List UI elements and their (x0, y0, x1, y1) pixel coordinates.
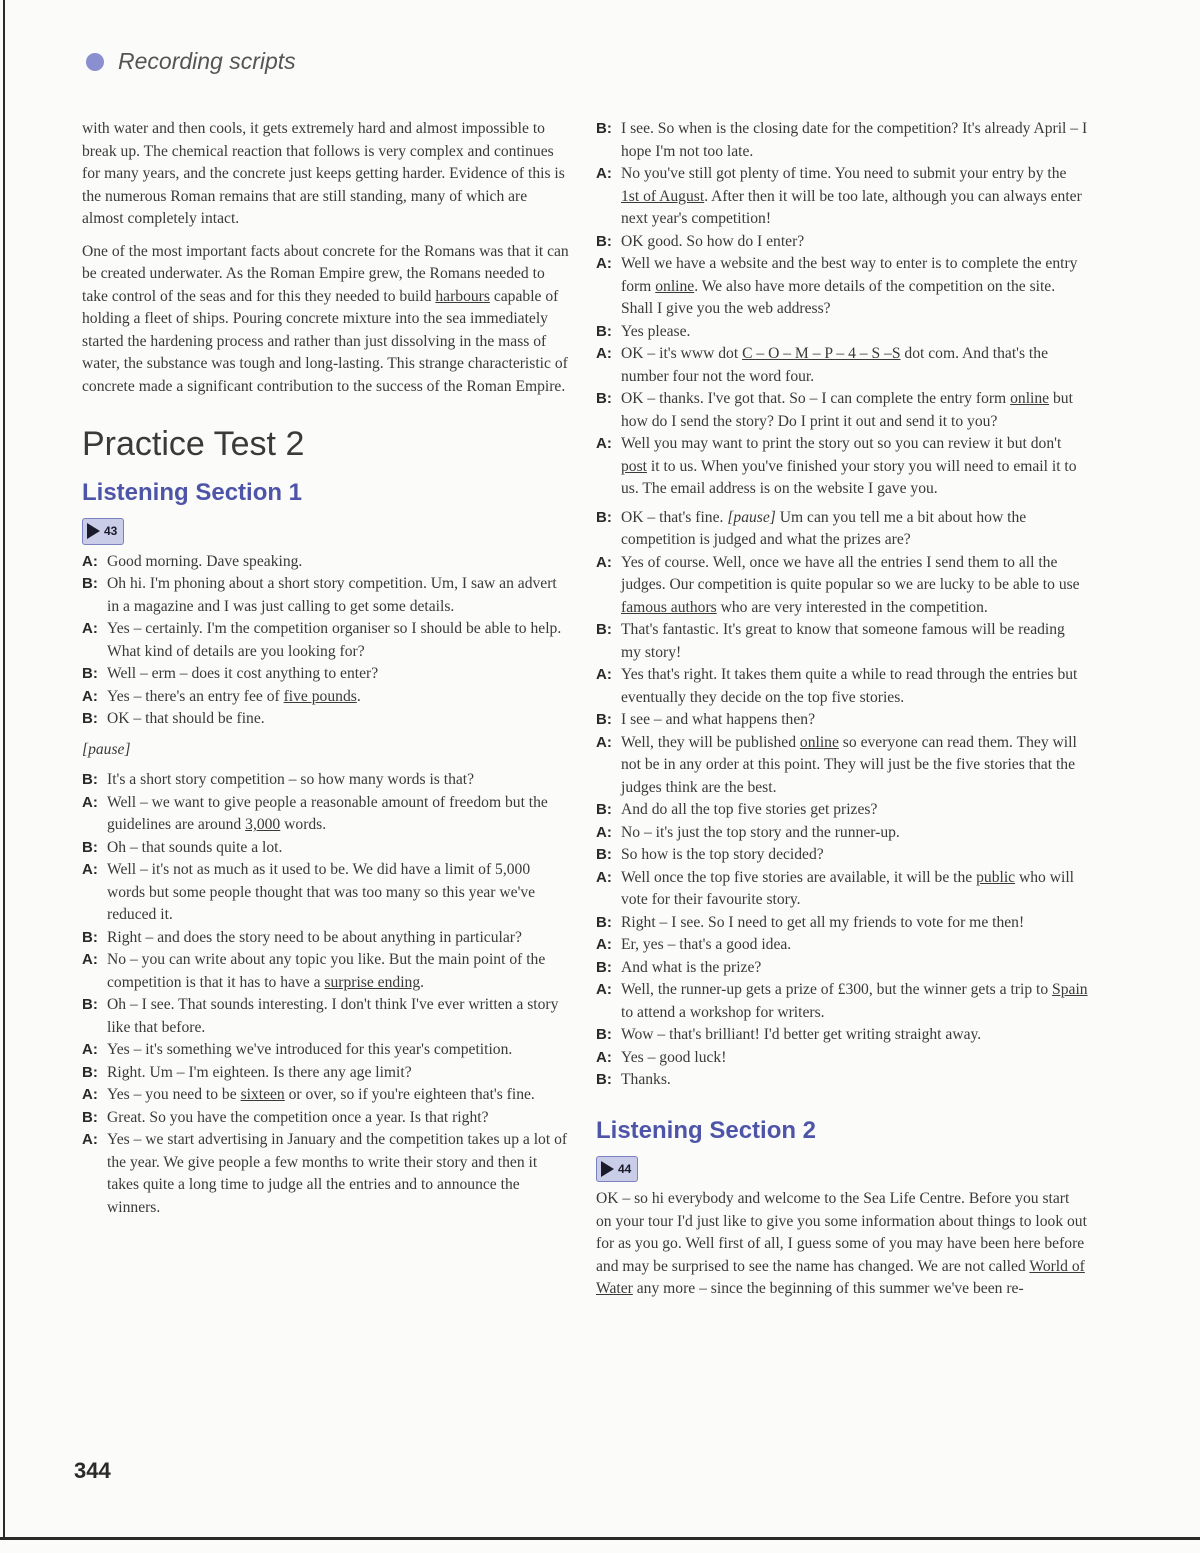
dialogue-line (82, 618, 572, 663)
speaker-label: B: (82, 928, 98, 946)
dialogue-text: Um can you tell me a bit about how the competition is judged and what the prizes are? (621, 508, 1027, 548)
dialogue-line (596, 979, 1088, 1024)
dialogue-text: That's fantastic. It's great to know that someone famous will be reading my story! (621, 621, 1065, 661)
dialogue-line (82, 686, 572, 709)
speaker-label: B: (82, 771, 98, 788)
dialogue-text: Well, they will be published online so everyone can read them. They will not be in any order at this point. They will just be the five stories that the judges think are the best. (621, 733, 1077, 796)
dialogue-text: Yes – good luck! (621, 1048, 727, 1066)
left-column (82, 118, 572, 1219)
speaker-label: A: (596, 345, 612, 362)
track-44-button[interactable] (596, 1156, 638, 1183)
speaker-label: A: (596, 981, 612, 998)
dialogue-line: B: OK – that's fine. [pause] Um can you tell me a bit about how the competition is judged and what the prizes are? (596, 508, 1027, 548)
dialogue-line (596, 799, 1088, 822)
dialogue-line (596, 822, 1088, 845)
dialogue-line (596, 664, 1088, 709)
dialogue-text: I see – and what happens then? (621, 711, 815, 728)
dialogue-part-b (82, 769, 572, 1219)
dialogue-text: Well, the runner-up gets a prize of £300, but the winner gets a trip to Spain to attend a workshop for writers. (621, 981, 1088, 1021)
answer-underline: harbours (435, 287, 490, 305)
dialogue-line (596, 253, 1088, 321)
dialogue-line (596, 1024, 1088, 1047)
speaker-label: A: (596, 165, 612, 182)
speaker-label: A: (82, 1131, 98, 1148)
dialogue-text: Yes that's right. It takes them quite a while to read through the entries but eventually they decide on the top five stories. (621, 666, 1078, 706)
dialogue-line (82, 663, 572, 686)
play-icon (87, 523, 100, 539)
dialogue-line (82, 1084, 572, 1107)
dialogue-line (82, 1107, 572, 1130)
section2-title: Listening Section 2 (596, 1116, 817, 1144)
dialogue-text: Great. So you have the competition once a year. Is that right? (107, 1108, 489, 1126)
speaker-label: A: (596, 435, 612, 452)
dialogue-part-c (596, 118, 1088, 501)
speaker-label: B: (82, 665, 98, 682)
dialogue-line (596, 433, 1088, 501)
dialogue-text: OK – thanks. I've got that. So – I can complete the entry form online but how do I send the story? Do I print it out and send it to you? (621, 390, 1073, 430)
speaker-label: A: (82, 861, 98, 878)
intro-paragraph-1: with water and then cools, it gets extremely hard and almost impossible to break up. The chemical reaction that follows is very complex and continues for many years, and the concrete just keeps getting harder. Evidence of this is the numerous Roman remains that are still standing, many of which are almost completely intact. (82, 120, 565, 227)
speaker-label: B: (82, 1063, 98, 1081)
dialogue-line (596, 619, 1088, 664)
dialogue-line (82, 708, 572, 731)
dialogue-text: Well once the top five stories are available, it will be the public who will vote for their favourite story. (621, 868, 1075, 908)
answer-underline: Spain (1052, 981, 1088, 998)
dialogue-line (82, 573, 572, 618)
dialogue-line (596, 321, 1088, 344)
dialogue-line (596, 231, 1088, 254)
speaker-label: A: (82, 620, 98, 637)
answer-underline: 1st of August (621, 187, 705, 205)
answer-underline: online (655, 277, 695, 295)
speaker-label: B: (596, 1026, 612, 1043)
dialogue-line (82, 551, 572, 574)
dialogue-text: No – it's just the top story and the runner-up. (621, 823, 900, 841)
speaker-label: B: (82, 575, 98, 592)
dialogue-line (82, 769, 572, 792)
dialogue-text: No you've still got plenty of time. You need to submit your entry by the 1st of August. After then it will be too late, although you can always enter next year's competition! (621, 165, 1082, 227)
dialogue-line (596, 1047, 1088, 1070)
dialogue-line (82, 1062, 572, 1085)
speaker-label: A: (596, 823, 612, 841)
header-title: Recording scripts (118, 48, 296, 74)
dialogue-line (596, 388, 1088, 433)
dialogue-line (82, 949, 572, 994)
speaker-label: A: (596, 733, 612, 751)
speaker-label: A: (82, 1041, 98, 1058)
dialogue-line (82, 1039, 572, 1062)
dialogue-line (82, 837, 572, 860)
dialogue-text: So how is the top story decided? (621, 846, 824, 863)
speaker-label: B: (596, 390, 612, 407)
dialogue-line (82, 1129, 572, 1219)
answer-underline: online (799, 733, 839, 751)
dialogue-text: Oh hi. I'm phoning about a short story competition. Um, I saw an advert in a magazine and I was just calling to get some details. (107, 575, 557, 615)
speaker-label: A: (596, 553, 612, 571)
track-43-button[interactable] (82, 518, 124, 545)
dialogue-text: OK – that should be fine. (107, 710, 265, 727)
dialogue-text: Yes – you need to be sixteen or over, so if you're eighteen that's fine. (107, 1086, 535, 1103)
dialogue-text: Well we have a website and the best way to enter is to complete the entry form online. We also have more details of the competition on the site. Shall I give you the web address? (621, 255, 1078, 317)
answer-underline: sixteen (240, 1086, 285, 1103)
dialogue-line (596, 867, 1088, 912)
dialogue-line (596, 934, 1088, 957)
dialogue-text: OK – it's www dot C – O – M – P – 4 – S –S dot com. And that's the number four not the word four. (621, 345, 1048, 385)
dialogue-line (596, 709, 1088, 732)
track-number: 43 (104, 524, 118, 538)
answer-underline: public (976, 868, 1016, 886)
dialogue-text: And what is the prize? (621, 958, 762, 976)
dialogue-line (596, 163, 1088, 231)
dialogue-text: Well you may want to print the story out so you can review it but don't post it to us. When you've finished your story you will need to email it to us. The email address is on the website I gave you. (621, 435, 1077, 497)
speaker-label: A: (82, 687, 98, 705)
answer-underline: five pounds (283, 687, 357, 705)
dialogue-text: Yes – it's something we've introduced for this year's competition. (107, 1041, 513, 1058)
dialogue-line (596, 732, 1088, 800)
dialogue-text: Well – erm – does it cost anything to enter? (107, 665, 379, 682)
dialogue-line (82, 859, 572, 927)
dialogue-text: OK good. So how do I enter? (621, 232, 805, 250)
speaker-label: B: (82, 838, 98, 856)
speaker-label: B: (596, 322, 612, 340)
speaker-label: B: (596, 711, 612, 728)
dialogue-text: No – you can write about any topic you like. But the main point of the competition is that it has to have a surprise ending. (107, 951, 546, 991)
dialogue-text: Wow – that's brilliant! I'd better get writing straight away. (621, 1026, 982, 1043)
dialogue-text: Thanks. (621, 1071, 671, 1088)
speaker-label: A: (596, 1048, 612, 1066)
answer-underline: surprise ending (324, 973, 421, 991)
dialogue-text: Good morning. Dave speaking. (107, 552, 303, 570)
pause-label: [pause] (82, 740, 131, 758)
bullet-icon (86, 53, 104, 71)
speaker-label: A: (82, 1086, 98, 1103)
speaker-label: A: (596, 868, 612, 886)
speaker-label: A: (82, 552, 98, 570)
dialogue-text: I see. So when is the closing date for the competition? It's already April – I hope I'm not too late. (621, 120, 1088, 160)
dialogue-line (596, 912, 1088, 935)
speaker-label: B: (596, 958, 612, 976)
speaker-label: A: (596, 666, 612, 683)
dialogue-line (596, 957, 1088, 980)
play-icon (601, 1161, 614, 1177)
page-header (86, 48, 296, 75)
dialogue-text: Er, yes – that's a good idea. (621, 936, 792, 953)
dialogue-line (596, 1069, 1088, 1092)
answer-underline: C – O – M – P – 4 – S –S (742, 345, 901, 362)
section1-title: Listening Section 1 (82, 479, 303, 506)
pause-inline: [pause] (727, 508, 776, 526)
answer-underline: World of Water (596, 1257, 1085, 1297)
page-border-bottom (0, 1537, 1200, 1540)
dialogue-text: Oh – that sounds quite a lot. (107, 838, 283, 856)
speaker-label: A: (596, 936, 612, 953)
dialogue-text: It's a short story competition – so how many words is that? (107, 771, 475, 788)
dialogue-text: Oh – I see. That sounds interesting. I don't think I've ever written a story like that before. (107, 996, 559, 1036)
speaker-label: B: (596, 120, 612, 137)
speaker-label: B: (82, 710, 98, 727)
page-number: 344 (74, 1458, 111, 1483)
speaker-label: B: (596, 1071, 612, 1088)
intro-paragraph-2: One of the most important facts about concrete for the Romans was that it can be created underwater. As the Roman Empire grew, the Romans needed to take control of the seas and for this they needed to build harbours capable of holding a fleet of ships. Pouring concrete mixture into the sea immediately started the hardening process and rather than just dissolving in the mass of water, the substance was tough and long-lasting. This strange characteristic of concrete made a significant contribution to the success of the Roman Empire. (82, 242, 569, 395)
right-column (596, 118, 1088, 1311)
speaker-label: B: (82, 1108, 98, 1126)
dialogue-line (82, 927, 572, 950)
dialogue-line (596, 844, 1088, 867)
dialogue-text: Right – and does the story need to be about anything in particular? (107, 928, 522, 946)
dialogue-text: Right. Um – I'm eighteen. Is there any age limit? (107, 1063, 412, 1081)
dialogue-text: OK – that's fine. (621, 508, 724, 526)
dialogue-text: Well – it's not as much as it used to be. We did have a limit of 5,000 words but some people thought that was too many so this year we've reduced it. (107, 861, 536, 923)
speaker-label: B: (596, 621, 612, 638)
dialogue-text: Yes – certainly. I'm the competition organiser so I should be able to help. What kind of details are you looking for? (107, 620, 562, 660)
answer-underline: online (1010, 390, 1050, 407)
speaker-label: B: (596, 232, 612, 250)
track-number: 44 (618, 1161, 632, 1176)
speaker-label: B: (596, 913, 612, 931)
page-border-left (3, 0, 5, 1540)
dialogue-text: Yes of course. Well, once we have all the entries I send them to all the judges. Our competition is quite popular so we are lucky to be able to use famous authors who are very interested in the competition. (621, 553, 1080, 616)
dialogue-text: Yes – there's an entry fee of five pounds. (107, 687, 361, 705)
speaker-label: B: (82, 996, 98, 1013)
dialogue-text: Well – we want to give people a reasonable amount of freedom but the guidelines are around 3,000 words. (107, 793, 548, 833)
section2-paragraph: OK – so hi everybody and welcome to the Sea Life Centre. Before you start on your tour I'd just like to give you some information about things to look out for as you go. Well first of all, I guess some of you may have been here before and may be surprised to see the name has changed. We are not called World of Water any more – since the beginning of this summer we've been re- (596, 1190, 1087, 1297)
dialogue-text: And do all the top five stories get prizes? (621, 801, 878, 818)
dialogue-text: Yes please. (621, 322, 691, 340)
dialogue-line (82, 792, 572, 837)
dialogue-line (596, 118, 1088, 163)
speaker-label: B: (596, 801, 612, 818)
answer-underline: post (621, 457, 647, 475)
answer-underline: famous authors (621, 598, 717, 616)
speaker-label: A: (596, 255, 612, 272)
practice-test-title: Practice Test 2 (82, 425, 305, 463)
dialogue-part-a (82, 551, 572, 731)
speaker-label: B: (596, 846, 612, 863)
dialogue-line (82, 994, 572, 1039)
dialogue-text: Yes – we start advertising in January and the competition takes up a lot of the year. We give people a few months to write their story and then it takes quite a long time to judge all the entries and to announce the winners. (107, 1131, 568, 1216)
dialogue-text: Right – I see. So I need to get all my friends to vote for me then! (621, 913, 1025, 931)
dialogue-line (596, 552, 1088, 620)
answer-underline: 3,000 (245, 816, 281, 833)
speaker-label: A: (82, 951, 98, 968)
dialogue-line (596, 343, 1088, 388)
speaker-label: A: (82, 793, 98, 811)
dialogue-part-d (596, 552, 1088, 1092)
